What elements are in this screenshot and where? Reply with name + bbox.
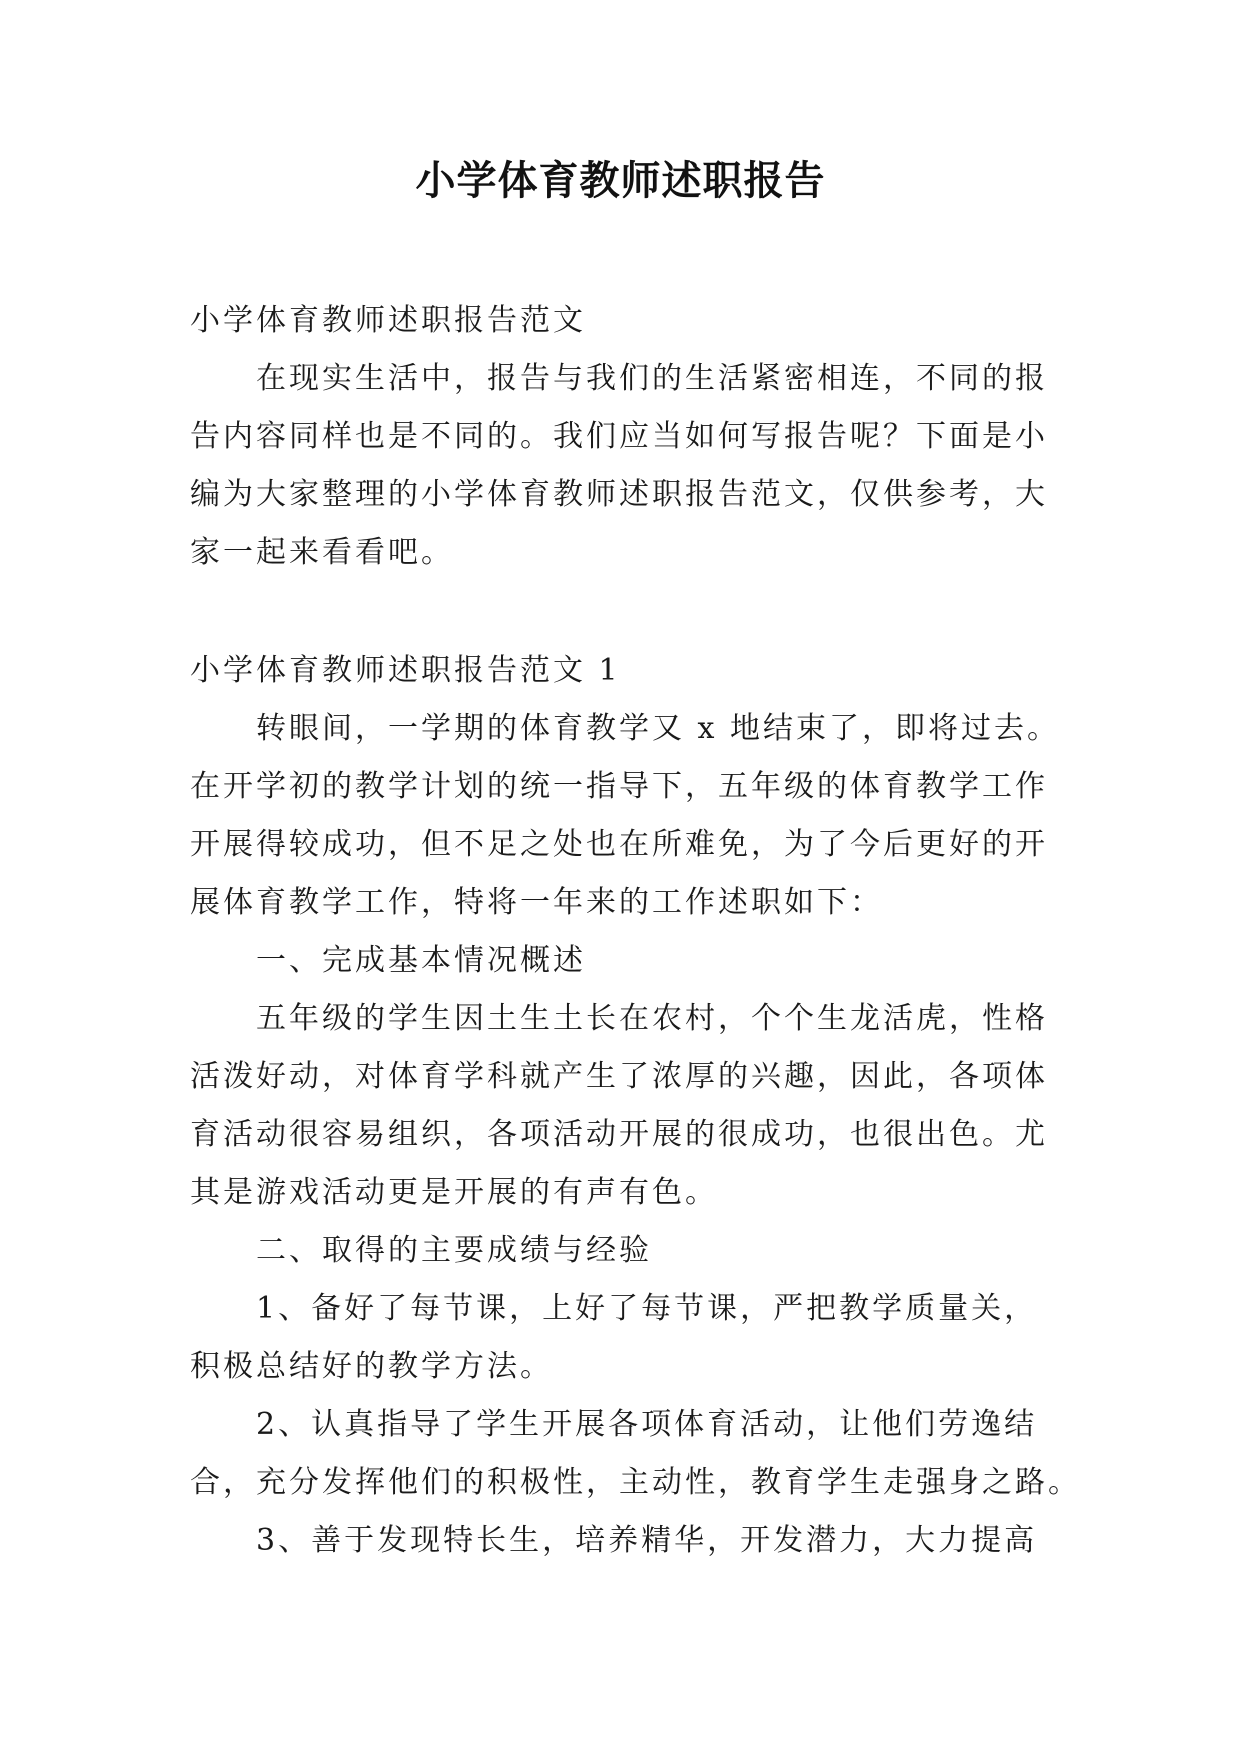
list-item: 2、认真指导了学生开展各项体育活动，让他们劳逸结 [256, 1407, 1038, 1442]
section-subheading: 一、完成基本情况概述 [256, 943, 586, 978]
paragraph-line: 在现实生活中，报告与我们的生活紧密相连，不同的报 [256, 361, 1048, 396]
paragraph-line: 在开学初的教学计划的统一指导下，五年级的体育教学工作 [190, 769, 1048, 804]
paragraph-line: 转眼间，一学期的体育教学又 x 地结束了，即将过去。 [256, 711, 1060, 746]
document-body [190, 292, 1081, 1570]
paragraph-line: 家一起来看看吧。 [190, 535, 454, 570]
section-heading: 小学体育教师述职报告范文 1 [190, 653, 621, 688]
paragraph-line: 活泼好动，对体育学科就产生了浓厚的兴趣，因此，各项体 [190, 1059, 1048, 1094]
paragraph-line: 展体育教学工作，特将一年来的工作述职如下： [190, 885, 883, 920]
paragraph-line: 五年级的学生因土生土长在农村，个个生龙活虎，性格 [256, 1001, 1048, 1036]
section-subheading: 二、取得的主要成绩与经验 [256, 1233, 652, 1268]
list-item: 3、善于发现特长生，培养精华，开发潜力，大力提高 [256, 1523, 1038, 1558]
list-item-continuation: 积极总结好的教学方法。 [190, 1349, 553, 1384]
paragraph-line: 告内容同样也是不同的。我们应当如何写报告呢？下面是小 [190, 419, 1048, 454]
list-item: 1、备好了每节课，上好了每节课，严把教学质量关， [256, 1291, 1038, 1326]
paragraph-line: 开展得较成功，但不足之处也在所难免，为了今后更好的开 [190, 827, 1048, 862]
list-item-continuation: 合，充分发挥他们的积极性，主动性，教育学生走强身之路。 [190, 1465, 1081, 1500]
paragraph-line: 育活动很容易组织，各项活动开展的很成功，也很出色。尤 [190, 1117, 1048, 1152]
paragraph-line: 编为大家整理的小学体育教师述职报告范文，仅供参考，大 [190, 477, 1048, 512]
subtitle-line: 小学体育教师述职报告范文 [190, 303, 586, 338]
section-gap [190, 582, 1050, 642]
document-title: 小学体育教师述职报告 [415, 157, 826, 204]
paragraph-line: 其是游戏活动更是开展的有声有色。 [190, 1175, 718, 1210]
